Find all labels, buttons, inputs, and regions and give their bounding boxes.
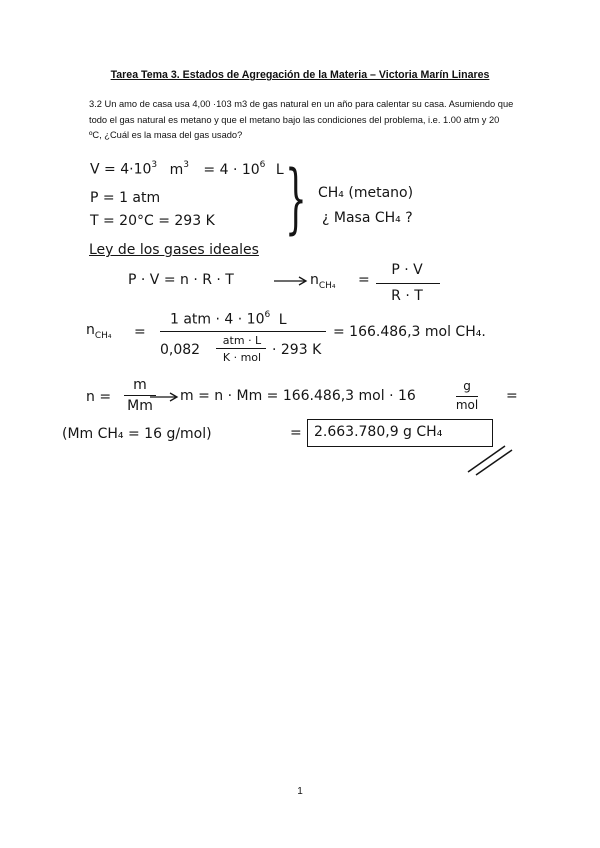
calc-denominator-b: · 293 K <box>272 342 322 358</box>
page-number: 1 <box>297 786 303 797</box>
calc-denominator-unit-num: atm · L <box>222 334 262 347</box>
calc-numerator-value: 1 atm · 4 · 10 <box>170 311 265 328</box>
final-equals: = <box>290 425 302 441</box>
given-pressure: P = 1 atm <box>90 190 161 206</box>
volume-liters-exponent: 6 <box>259 160 266 170</box>
volume-unit-exponent: 3 <box>183 160 189 170</box>
mass-equation: m = n · Mm = 166.486,3 mol · 16 <box>180 388 416 404</box>
volume-exponent: 3 <box>151 160 158 170</box>
ideal-gas-law-title: Ley de los gases ideales <box>89 242 259 258</box>
mass-fraction-numerator: m <box>133 377 147 393</box>
mass-fraction-denominator: Mm <box>127 398 153 414</box>
molar-mass-note: (Mm CH₄ = 16 g/mol) <box>62 426 212 442</box>
mass-g-numerator: g <box>463 379 471 393</box>
methane-label: CH₄ (metano) <box>318 185 414 201</box>
calc-denominator-unit-den: K · mol <box>222 351 262 364</box>
ideal-gas-law-equation: P · V = n · R · T <box>128 272 234 288</box>
calc-n: n <box>86 322 95 338</box>
mass-g-denominator: mol <box>455 398 479 412</box>
problem-statement: 3.2 Un amo de casa usa 4,00 ·103 m3 de gas natural en un año para calentar su casa. Asumiendo que todo el gas natural es metano y que el metano bajo las condiciones del problema, i.e. 1.00 atm y 20 ºC, ¿Cuál es la masa del gas usado? <box>89 99 514 141</box>
given-temperature: T = 20°C = 293 K <box>90 213 215 229</box>
n-symbol: n <box>310 272 319 288</box>
equals-sign: = <box>358 272 370 288</box>
calc-denominator-a: 0,082 <box>160 342 201 358</box>
calc-numerator-unit: L <box>278 311 287 328</box>
law-fraction-denominator: R · T <box>391 288 423 304</box>
calc-n-subscript: CH₄ <box>94 330 112 341</box>
final-result: 2.663.780,9 g CH₄ <box>314 424 443 440</box>
law-fraction-numerator: P · V <box>391 262 423 278</box>
document-title: Tarea Tema 3. Estados de Agregación de la Materia – Victoria Marín Linares <box>110 69 490 81</box>
calc-equals: = <box>134 324 146 340</box>
curly-brace: } <box>285 153 307 242</box>
volume-liters: = 4 · 10 <box>203 161 260 178</box>
volume-value: V = 4·10 <box>90 161 152 178</box>
volume-liters-unit: L <box>275 161 284 178</box>
calc-result: = 166.486,3 mol CH₄. <box>333 324 486 340</box>
mass-question: ¿ Masa CH₄ ? <box>322 210 413 226</box>
n-subscript: CH₄ <box>318 280 336 291</box>
volume-unit: m <box>169 161 184 178</box>
mass-n-equals: n = <box>86 389 112 405</box>
calc-numerator-exponent: 6 <box>264 310 271 320</box>
mass-equation-end: = <box>506 388 518 404</box>
